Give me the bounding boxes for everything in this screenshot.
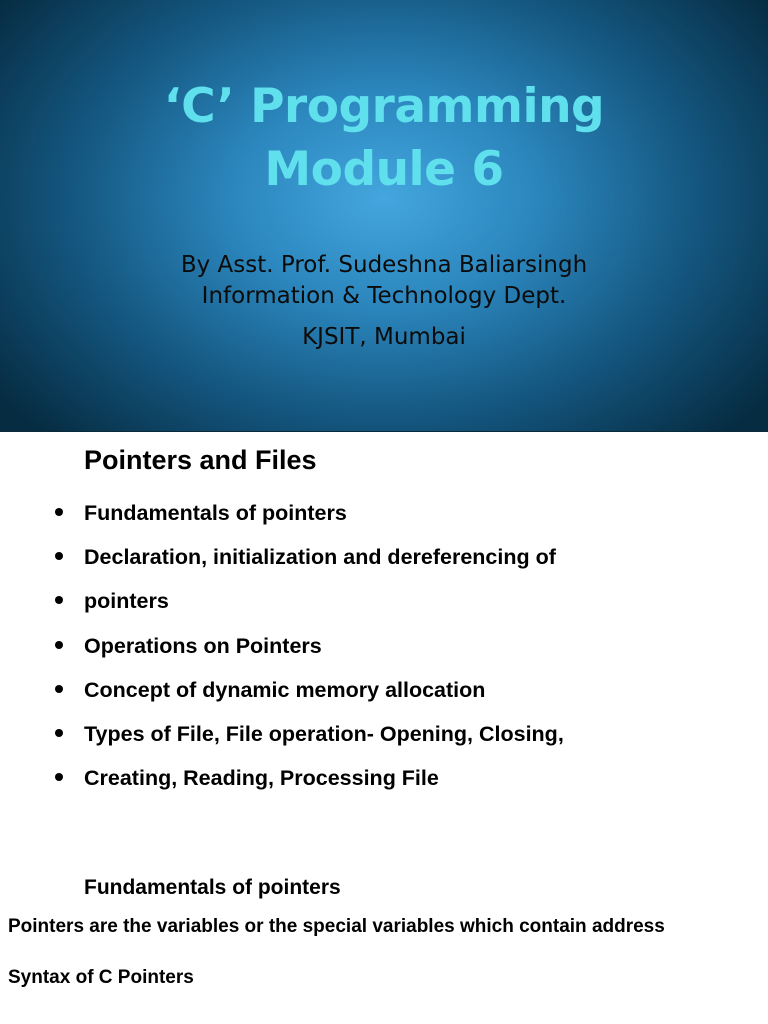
list-item — [0, 540, 768, 584]
topic-list — [0, 496, 768, 805]
list-item-text: Operations on Pointers — [84, 633, 322, 658]
list-item-text: Declaration, initialization and dereferencing of — [84, 545, 556, 570]
slide-title-line-1: ‘C’ Programming — [163, 79, 605, 134]
subheading-fundamentals: Fundamentals of pointers — [84, 876, 341, 899]
bullet-icon — [55, 773, 63, 781]
list-item — [0, 584, 768, 628]
slide-institute: KJSIT, Mumbai — [302, 324, 466, 350]
list-item — [0, 717, 768, 761]
list-item-text: Types of File, File operation- Opening, Closing, — [84, 721, 564, 746]
bullet-icon — [55, 508, 63, 516]
list-item-text: Fundamentals of pointers — [84, 501, 347, 525]
list-item-text: Concept of dynamic memory allocation — [84, 677, 486, 702]
slide-author: By Asst. Prof. Sudeshna Baliarsingh — [180, 252, 588, 278]
list-item-text: pointers — [84, 589, 169, 614]
bullet-icon — [55, 552, 63, 560]
list-item — [0, 673, 768, 717]
title-slide — [0, 0, 768, 432]
bullet-icon — [55, 596, 63, 604]
pointer-definition: Pointers are the variables or the special variables which contain address — [8, 916, 665, 937]
list-item — [0, 496, 768, 540]
section-title: Pointers and Files — [84, 445, 317, 475]
slide-title-line-2: Module 6 — [264, 142, 504, 197]
bullet-icon — [55, 641, 63, 649]
list-item — [0, 761, 768, 805]
slide-department: Information & Technology Dept. — [201, 283, 567, 309]
syntax-heading: Syntax of C Pointers — [8, 967, 194, 988]
list-item-text: Creating, Reading, Processing File — [84, 766, 439, 791]
list-item — [0, 629, 768, 673]
bullet-icon — [55, 685, 63, 693]
document-page — [0, 432, 768, 1024]
bullet-icon — [55, 729, 63, 737]
